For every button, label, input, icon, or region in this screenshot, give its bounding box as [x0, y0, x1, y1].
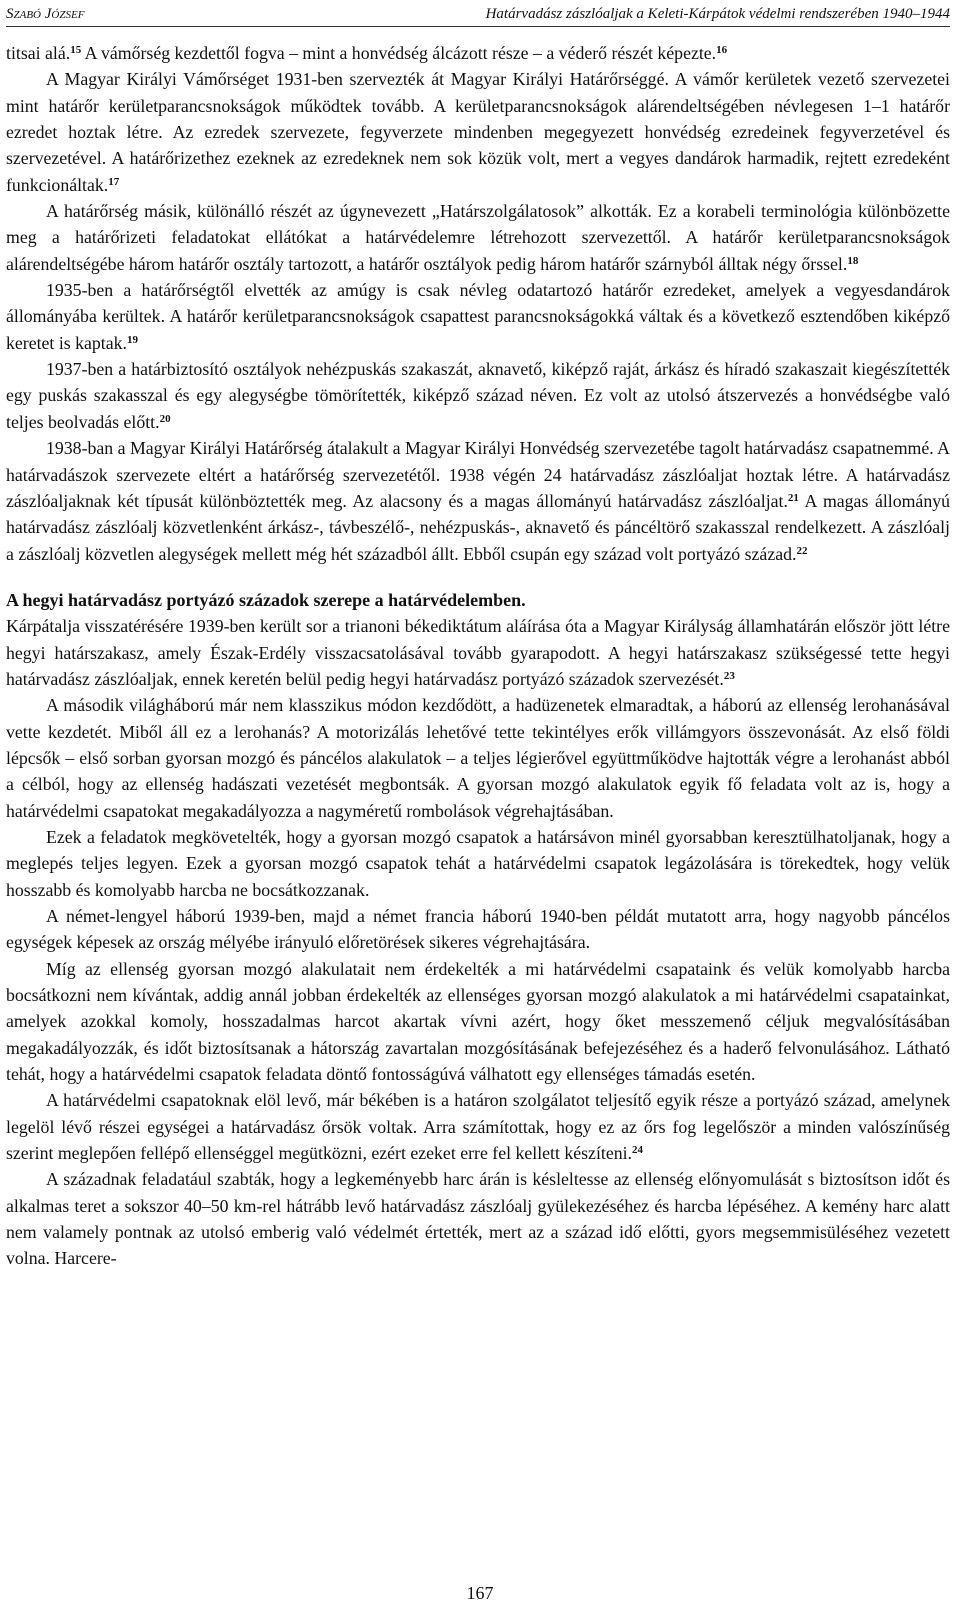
text-run: A Magyar Királyi Vámőrséget 1931-ben szervezték át Magyar Királyi Határőrséggé. A vámőr kerületek vezető szervezetei mint határőr kerületparancsnokságok működtek tovább. A kerületparancsnokságok alárendeltségében névlegesen 1–1 határőr ezredet hoztak létre. Az ezredek szervezete, fegyverzete mindenben megegyezett honvédség ezredeinek fegyverzetével és szervezetével. A határőrizethez ezeknek az ezredeknek nem sok közük volt, mert a vegyes dandárok harmadik, rejtett ezredeként funkcionáltak.: [6, 69, 950, 195]
paragraph: [6, 613, 950, 692]
footnote-ref: 22: [796, 544, 808, 557]
text-run: Kárpátalja visszatérésére 1939-ben került sor a trianoni békediktátum aláírása óta a Magyar Királyság államhatárán először jött létre hegyi határszakasz, amely Észak-Erdély visszacsatolásával tovább gyarapodott. A hegyi határszakasz szükségessé tette hegyi határvadász zászlóaljak, ennek keretén belül pedig hegyi határvadász portyázó századok szervezését.: [6, 616, 950, 689]
paragraph: [6, 435, 950, 567]
paragraph: [6, 1087, 950, 1166]
paragraph: [6, 198, 950, 277]
footnote-ref: 17: [108, 175, 120, 188]
text-run: A vámőrség kezdettől fogva – mint a honvédség álcázott része – a véderő részét képezte.: [81, 43, 717, 63]
header-author: Szabó József: [6, 6, 85, 22]
paragraph: [6, 956, 950, 1088]
body-text: [6, 40, 950, 1272]
paragraph: [6, 356, 950, 435]
text-run: 1938-ban a Magyar Királyi Határőrség átalakult a Magyar Királyi Honvédség szervezetébe tagolt határvadász csapatnemmé. A határvadászok szervezete eltért a határőrség szervezetétől. 1938 végén 24 határvadász zászlóaljat hoztak létre. A határvadász zászlóaljaknak két típusát különböztették meg. Az alacsony és a magas állományú határvadász zászlóaljat.: [6, 438, 951, 511]
page-number: 167: [466, 1583, 494, 1603]
paragraph: [6, 903, 950, 956]
footnote-ref: 20: [159, 412, 171, 425]
text-run: Ezek a feladatok megkövetelték, hogy a gyorsan mozgó csapatok a határsávon minél gyorsabban keresztülhatoljanak, hogy a meglepés teljes legyen. Ezek a gyorsan mozgó csapatok tehát a határvédelmi csapatok legázolására is törekedtek, hogy velük hosszabb és komolyabb harcba ne bocsátkozzanak.: [6, 826, 950, 900]
footnote-ref: 19: [126, 333, 138, 346]
text-run: Míg az ellenség gyorsan mozgó alakulatait nem érdekelték a mi határvédelmi csapataink és velük komolyabb harcba bocsátkozni nem kívántak, addig annál jobban érdekelték az ellenséges gyorsan mozgó alakulatok a mi határvédelmi csapatainkat, amelyek azokkal komoly, hosszadalmas harcot akartak vívni azért, hogy őket messzemenő céljuk megvalósításában megakadályozzák, és időt biztosítsanak a hátország zavartalan mozgósításának befejezéséhez és a haderő felvonulásához. Látható tehát, hogy a határvédelmi csapatok feladata döntő fontosságúvá válhatott egy ellenséges támadás esetén.: [6, 958, 950, 1085]
footnote-ref: 18: [847, 254, 859, 267]
text-run: A századnak feladatául szabták, hogy a legkeményebb harc árán is késleltesse az ellenség előnyomulását s biztosítson időt és alkalmas teret a sokszor 40–50 km-rel hátrább levő határvadász zászlóalj gyülekezéséhez és harcba lépéséhez. A kemény harc alatt nem valamely pontnak az utolsó emberig való védelmét értették, mert az a század idő előtti, gyors megsemmisüléséhez vezetett volna. Harcere-: [6, 1169, 950, 1269]
text-run: A határvédelmi csapatoknak elöl levő, már békében is a határon szolgálatot teljesítő egyik része a portyázó század, amelynek legelöl lévő részei egységei a határvadász őrsök voltak. Arra számítottak, hogy ez az őrs fog legelőször a minden valószínűség szerint meglepően fellépő ellenséggel megütközni, ezért ezeket erre fel kellett készíteni.: [6, 1090, 950, 1164]
footnote-ref: 15: [70, 44, 82, 56]
paragraph: [6, 40, 950, 66]
paragraph: [6, 1166, 950, 1271]
text-run: A második világháború már nem klasszikus módon kezdődött, a hadüzenetek elmaradtak, a háború az ellenség lerohanásával vette kezdetét. Miből áll ez a lerohanás? A motorizálás lehetővé tette tekintélyes erők villámgyors összevonását. Az első földi lépcsők – első sorban gyorsan mozgó és páncélos alakulatok – a teljes légierővel együttműködve hajtották végre a lerohanást abból a célból, hogy az ellenség hadászati vezetését megbontsák. A gyorsan mozgó alakulatok egyik fő feladata volt az is, hogy a határvédelmi csapatokat megakadályozza a nagyméretű rombolások végrehajtásában.: [6, 695, 950, 821]
paragraph: [6, 824, 950, 903]
paragraph: [6, 277, 950, 356]
text-run: A határőrség másik, különálló részét az úgynevezett „Határszolgálatosok” alkották. Ez a korabeli terminológia különbözette meg a határőrizeti feladatokat ellátókat a határvédelemre létrehozott szervezettől. A határőr kerületparancsnokságok alárendeltségébe három határőr osztály tartozott, a határőr osztályok pedig három határőr szárnyból álltak négy őrssel.: [6, 201, 950, 274]
text-run: A hegyi határvadász portyázó századok szerepe a határvédelemben.: [6, 589, 526, 610]
text-run: A magas állományú határvadász zászlóalj közvetlenként árkász-, távbeszélő-, nehézpuskás-, aknavető és páncéltörő szakasszal rendelkezett. A zászlóalj a zászlóalj közvetlen alegységek mellett még hét századból állt. Ebből csupán egy század volt portyázó század.: [6, 490, 950, 564]
footnote-ref: 16: [716, 44, 728, 56]
footnote-ref: 23: [723, 669, 735, 682]
footnote-ref: 21: [787, 491, 799, 504]
section-heading: [6, 587, 950, 613]
header-title: Határvadász zászlóaljak a Keleti-Kárpátok védelmi rendszerében 1940–1944: [485, 6, 950, 22]
text-run: 1935-ben a határőrségtől elvették az amúgy is csak névleg odatartozó határőr ezredeket, amelyek a vegyesdandárok állományába kerültek. A határőr kerületparancsnokságok csapattest parancsnokságokká váltak és a következő esztendőben kiképző keretet is kaptak.: [6, 280, 950, 353]
text-run: 1937-ben a határbiztosító osztályok nehézpuskás szakaszát, aknavető, kiképző raját, árkász és híradó szakaszait kiegészítették egy puskás szakasszal és egy alegységbe tömörítették, kiképző század néven. Ez volt az utolsó átszervezés a honvédségbe való teljes beolvadás előtt.: [6, 359, 950, 432]
paragraph: [6, 692, 950, 824]
running-header: [6, 4, 950, 27]
text-run: A német-lengyel háború 1939-ben, majd a német francia háború 1940-ben példát mutatott arra, hogy nagyobb páncélos egységek képesek az ország mélyébe irányuló előretörések sikeres végrehajtására.: [6, 906, 950, 953]
text-run: titsai alá.: [6, 43, 71, 63]
paragraph: [6, 66, 950, 198]
footnote-ref: 24: [632, 1144, 643, 1157]
